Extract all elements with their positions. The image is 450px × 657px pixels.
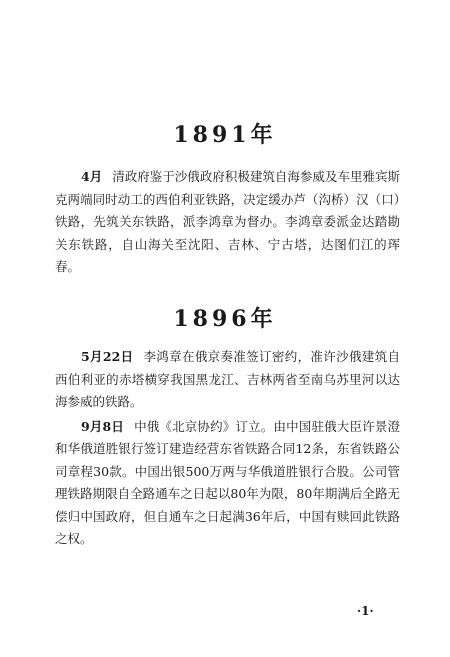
entry-text: 中俄《北京协约》订立。由中国驻俄大臣许景澄和华俄道胜银行签订建造经营东省铁路合同12条，东省铁路公司章程30款。中国出银500万两与华俄道胜银行合股。公司管理铁路期限自全路通车之日起以80年为限，80年期满后全路无偿归中国政府，但自通车之日起满36年后，中国有赎回此铁路之权。: [55, 418, 400, 546]
entry-1896-sep8: [55, 416, 400, 551]
entry-text: 清政府鉴于沙俄政府积极建筑自海参威及车里雅宾斯克两端同时动工的西伯利亚铁路，决定缓办芦（沟桥）汉（口）铁路，先筑关东铁路，派李鸿章为督办。李鸿章委派金达踏勘关东铁路，自山海关至沈阳、吉林、宁古塔，达图们江的珲春。: [55, 169, 400, 274]
year-heading-1891: 1891年: [173, 122, 277, 148]
entry-1891-april: [55, 166, 400, 279]
year-heading-1896: 1896年: [173, 306, 277, 332]
entry-date: 9月8日: [81, 418, 125, 434]
section-1891: [55, 166, 400, 281]
entry-1896-may22: [55, 346, 400, 414]
entry-text: 李鸿章在俄京奏准签订密约，准许沙俄建筑自西伯利亚的赤塔横穿我国黑龙江、吉林两省至南乌苏里河以达海参威的铁路。: [55, 349, 400, 409]
entry-date: 5月22日: [81, 349, 134, 364]
section-1896: [55, 346, 400, 553]
page-number: ·1·: [357, 604, 374, 618]
entry-date: 4月: [81, 169, 103, 184]
